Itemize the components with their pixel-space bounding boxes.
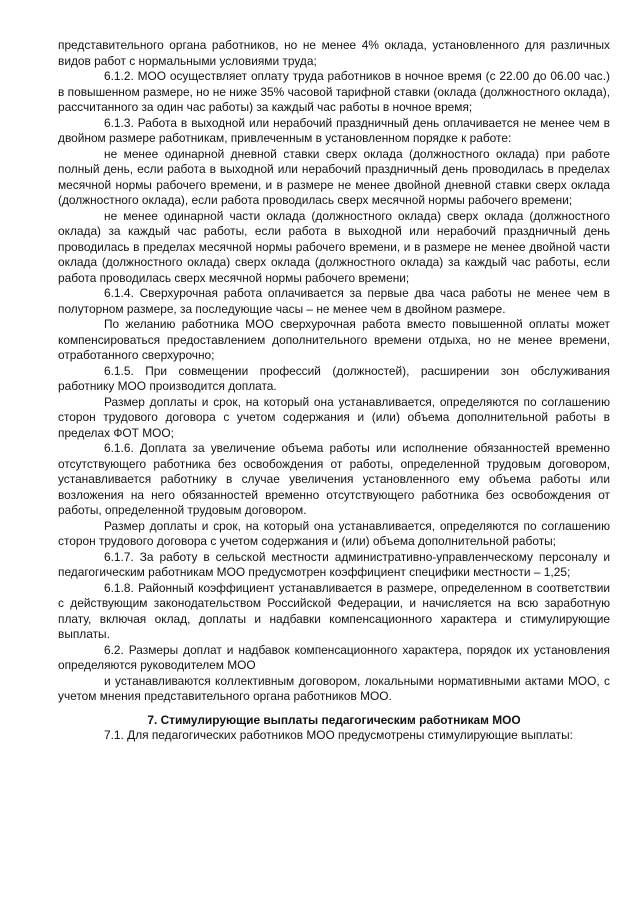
- paragraph-6-1-6: 6.1.6. Доплата за увеличение объема работы или исполнение обязанностей временно отсутствующего работника без освобождения от работы, определенной трудовым договором, устанавливается работнику в случае увеличения установленного ему объема работы или возложения на него обязанностей временно отсутствующего работника без освобождения от работы, определенной трудовым договором.: [58, 441, 610, 517]
- paragraph-6-1-3-hour-rate: не менее одинарной части оклада (должностного оклада) сверх оклада (должностного оклада) за каждый час работы, если работа в выходной или нерабочий праздничный день проводилась в пределах месячной нормы рабочего времени, и в размере не менее двойной части оклада (должностного оклада) сверх оклада (должностного оклада) за каждый час работы, если работа проводилась сверх месячной нормы рабочего времени;: [58, 208, 610, 285]
- document-page: [58, 38, 610, 744]
- paragraph-6-1-3-day-rate: не менее одинарной дневной ставки сверх оклада (должностного оклада) при работе полный день, если работа в выходной или нерабочий праздничный день проводилась в пределах месячной нормы рабочего времени, и в размере не менее двойной дневной ставки сверх оклада (должностного оклада), если работа проводилась сверх месячной нормы рабочего времени;: [58, 146, 610, 207]
- paragraph-6-1-8: 6.1.8. Районный коэффициент устанавливается в размере, определенном в соответствии с действующим законодательством Российской Федерации, и начисляется на всю заработную плату, включая оклад, доплаты и надбавки компенсационного характера и стимулирующие выплаты.: [58, 580, 610, 641]
- paragraph-continuation: представительного органа работников, но не менее 4% оклада, установленного для различных видов работ с нормальными условиями труда;: [58, 38, 610, 68]
- paragraph-6-1-5-amount: Размер доплаты и срок, на который она устанавливается, определяются по соглашению сторон трудового договора с учетом содержания и (или) объема дополнительной работы в пределах ФОТ МОО;: [58, 394, 610, 440]
- paragraph-6-1-6-amount: Размер доплаты и срок, на который она устанавливается, определяются по соглашению сторон трудового договора с учетом содержания и (или) объема дополнительной работы;: [58, 518, 610, 548]
- section-heading: 7. Стимулирующие выплаты педагогическим работникам МОО: [147, 712, 521, 727]
- paragraph-6-1-3: 6.1.3. Работа в выходной или нерабочий праздничный день оплачивается не менее чем в двойном размере работникам, привлеченным в установленном порядке к работе:: [58, 115, 610, 145]
- paragraph-6-1-4-rest-time: По желанию работника МОО сверхурочная работа вместо повышенной оплаты может компенсироваться предоставлением дополнительного времени отдыха, но не менее времени, отработанного сверхурочно;: [58, 317, 610, 362]
- paragraph-6-1-2: 6.1.2. МОО осуществляет оплату труда работников в ночное время (с 22.00 до 06.00 час.) в повышенном размере, но не ниже 35% часовой тарифной ставки (оклада (должностного оклада), рассчитанного за один час работы) за каждый час работы в ночное время;: [58, 69, 610, 114]
- paragraph-6-2-continued: и устанавливаются коллективным договором, локальными нормативными актами МОО, с учетом мнения представительного органа работников МОО.: [58, 673, 610, 703]
- paragraph-6-1-4: 6.1.4. Сверхурочная работа оплачивается за первые два часа работы не менее чем в полуторном размере, за последующие часы – не менее чем в двойном размере.: [58, 286, 610, 316]
- paragraph-7-1: 7.1. Для педагогических работников МОО предусмотрены стимулирующие выплаты:: [104, 728, 573, 742]
- paragraph-6-2: 6.2. Размеры доплат и надбавок компенсационного характера, порядок их установления определяются руководителем МОО: [58, 642, 610, 672]
- paragraph-6-1-5: 6.1.5. При совмещении профессий (должностей), расширении зон обслуживания работнику МОО производится доплата.: [58, 363, 610, 393]
- paragraph-6-1-7: 6.1.7. За работу в сельской местности административно-управленческому персоналу и педагогическим работникам МОО предусмотрен коэффициент специфики местности – 1,25;: [58, 549, 610, 579]
